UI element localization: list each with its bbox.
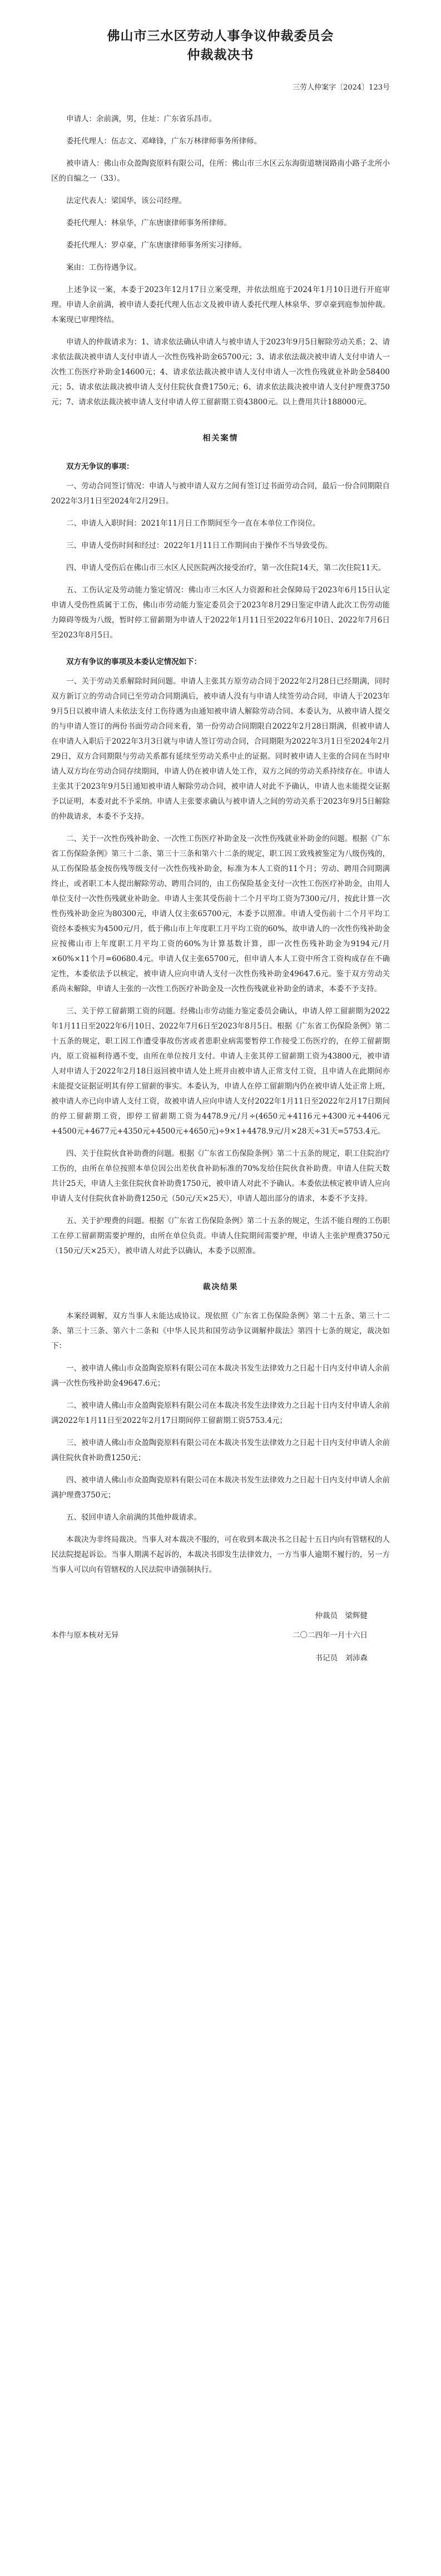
ruling-item: 三、被申请人佛山市众盈陶瓷原料有限公司在本裁决书发生法律效力之日起十日内支付申请人余前满住院伙食补助费1250元；	[51, 1438, 390, 1462]
undisputed-item: 一、劳动合同签订情况：申请人与被申请人双方之间有签订过书面劳动合同，最后一份合同期限自2022年3月1日至2024年2月29日。	[51, 482, 390, 506]
party-line: 委托代理人：伍志文、邓峰锋，广东万林律师事务所律师。	[66, 137, 261, 146]
undisputed-list	[51, 479, 390, 643]
case-number: 三劳人仲案字〔2024〕123号	[293, 83, 390, 92]
disputed-item: 一、关于劳动关系解除时间问题。申请人主张其方原劳动合同于2022年2月28日已经期满，同时双方新订立的劳动合同已至劳动合同期满后，被申请人没有与申请人续签劳动合同，申请人于2023年9月5日以被申请人未依法支付工伤待遇为由通知被申请人解除劳动合同。本委认为，从被申请人提交的与申请人签订的两份书面劳动合同来看，第一份劳动合同期限自2022年2月28日期满，但被申请人在申请人入职后于2022年3月3日就与申请人签订劳动合同，合同期限为2022年3月1日至2024年2月29日，双方合同期限与劳动关系都有延续至劳动关系中止的证据。同时被申请人主张的合同在当时申请人双方均在劳动合同存续期间，申请人仍在被申请人处工作，双方之间的劳动关系持续存在。申请人主张其于2023年9月5日通知被申请人解除劳动合同，被申请人对此不予确认，申请人也未能提交证据予以证明，本委对此不予采纳。申请人主张要求确认与被申请人之间的劳动关系于2023年9月5日解除的仲裁请求，本委不予支持。	[51, 677, 390, 821]
disputed-item: 五、关于护理费的问题。根据《广东省工伤保险条例》第二十五条的规定，生活不能自理的工伤职工在停工留薪期需要护理的，由所在单位负责。申请人住院期间需要护理，申请人主张护理费3750元（150元/天×25天），被申请人对此予以确认，本委予以照准。	[51, 1217, 390, 1255]
claims-paragraph: 申请人的仲裁请求为：1、请求依法确认申请人与被申请人于2023年9月5日解除劳动关系；2、请求依法裁决被申请人支付申请人一次性伤残补助金65700元；3、请求依法裁决被申请人支付申请人一次性工伤医疗补助金14600元；4、请求依法裁决被申请人支付申请人一次性伤残就业补助金58400元；5、请求依法裁决被申请人支付住院伙食费1750元；6、请求依法裁决被申请人支付护理费3750元；7、请求依法裁决被申请人支付申请人停工留薪期工资43800元。以上费用共计188000元。	[51, 338, 390, 407]
ruling-item: 一、被申请人佛山市众盈陶瓷原料有限公司在本裁决书发生法律效力之日起十日内支付申请人余前满一次性伤残补助金49647.6元；	[51, 1364, 390, 1388]
party-line: 委托代理人：罗卓豪，广东唐康律师事务所实习律师。	[66, 241, 246, 250]
commission-name: 佛山市三水区劳动人事争议仲裁委员会	[107, 29, 334, 43]
ruling-item: 二、被申请人佛山市众盈陶瓷原料有限公司在本裁决书发生法律效力之日起十日内支付申请人余前满2022年1月11日至2022年2月17日期间停工留薪期工资5753.4元；	[51, 1401, 390, 1425]
undisputed-item: 四、申请人受伤后在佛山市三水区人民医院两次接受治疗，第一次住院14天，第二次住院11天。	[66, 563, 386, 572]
copy-verification-note: 本件与原本核对无异	[51, 1631, 119, 1640]
arbitrator-signature: 仲裁员 梁辉健	[315, 1611, 368, 1620]
intro-block	[51, 283, 390, 410]
ruling-list	[51, 1361, 390, 1525]
award-date: 二〇二四年一月十六日	[293, 1631, 368, 1640]
party-line: 申请人：余前满，男，住址：广东省乐昌市。	[66, 115, 216, 123]
closing-paragraph: 本裁决为非终局裁决。当事人对本裁决不服的，可在收到本裁决书之日起十五日内向有管辖权的人民法院提起诉讼。当事人期满不起诉的，本裁决书即发生法律效力，一方当事人逾期不履行的，另一方当事人可以向有管辖权的人民法院申请强制执行。	[51, 1535, 390, 1574]
disputed-item: 三、关于停工留薪期工资的问题。经佛山市劳动能力鉴定委员会确认，申请人停工留薪期为2022年1月11日至2022年6月10日、2022年7月6日至2023年8月5日。根据《广东省工伤保险条例》第二十五条的规定，职工因工作遭受事故伤害或者患职业病需要暂停工作接受工伤医疗的，在停工留薪期内，原工资福利待遇不变，由所在单位按月支付。申请人主张其停工留薪期工资为43800元，被申请人对申请人于2022年2月18日返回被申请人处上班并由被申请人正常支付工资，且申请人在此期间亦未能提交证据证明其有停工留薪的事实。本委认为，申请人在停工留薪期内仍在被申请人处正常上班，被申请人亦已向申请人支付工资，故被申请人应向申请人支付2022年1月11日至2022年2月17日期间的停工留薪期工资，即停工留薪期工资为4478.9元/月÷(4650元+4116元+4300元+4406元+4500元+4677元+4350元+4500元+4650元)÷9×1+4478.9元/月×28天÷31天=5753.4元。	[51, 1007, 390, 1136]
party-line: 被申请人：佛山市众盈陶瓷原料有限公司，住所：佛山市三水区云东海街道塘岗路南小路子北所小区的自编之一（33）。	[51, 159, 390, 183]
signature-block	[51, 1609, 390, 1666]
footer-row	[51, 1628, 390, 1643]
case-cause: 案由：工伤待遇争议。	[66, 263, 141, 272]
ruling-intro: 本案经调解，双方当事人未能达成协议。现依照《广东省工伤保险条例》第二十五条、第三十二条、第三十三条、第六十二条和《中华人民共和国劳动争议调解仲裁法》第四十七条的规定，裁决如下：	[51, 1312, 390, 1351]
disputed-item: 二、关于一次性伤残补助金、一次性工伤医疗补助金及一次性伤残就业补助金的问题。根据《广东省工伤保险条例》第三十二条、第三十三条和第六十二条的规定，职工因工致残被鉴定为八级伤残的，从工伤保险基金按伤残等级支付一次性伤残补助金，标准为本人工资的11个月；劳动、聘用合同期满终止，或者职工本人提出解除劳动、聘用合同的，由工伤保险基金支付一次性工伤医疗补助金，由用人单位支付一次性伤残就业补助金。申请人主张其受伤前十二个月平均工资为7300元/月，按此计算一次性伤残补助金应为80300元，申请人仅主张65700元，本委予以照准。申请人受伤前十二个月平均工资经本委核实为4500元/月，低于佛山市上年度职工月平均工资的60%，故申请人的一次性伤残补助金应按佛山市上年度职工月平均工资的60%为计算基数计算，即一次性伤残补助金为9194元/月×60%×11个月=60680.4元。申请人仅主张65700元，但申请人本人工资中所含工资构成存在不确定性，本委依法予以核定，被申请人应向申请人支付一次性伤残补助金49647.6元。鉴于双方劳动关系尚未解除，申请人主张的一次性工伤医疗补助金及一次性伤残就业补助金的请求，本委不予支持。	[51, 834, 390, 993]
intro-paragraph: 上述争议一案，本委于2023年12月17日立案受理，并依法组庭于2024年1月10日进行开庭审理。申请人余前满，被申请人委托代理人伍志文及被申请人委托代理人林泉华、罗卓豪到庭参加仲裁。本案现已审理终结。	[51, 285, 390, 324]
ruling-item: 四、被申请人佛山市众盈陶瓷原料有限公司在本裁决书发生法律效力之日起十日内支付申请人余前满护理费3750元；	[51, 1476, 390, 1500]
disputed-heading: 双方有争议的事项及本委认定情况如下：	[66, 657, 201, 666]
facts-section-title: 相关案情	[202, 434, 239, 443]
ruling-section-title: 裁决结果	[202, 1283, 239, 1292]
undisputed-item: 五、工伤认定及劳动能力鉴定情况：佛山市三水区人力资源和社会保障局于2023年6月15日认定申请人受伤性质属于工伤，佛山市劳动能力鉴定委员会于2023年8月29日鉴定申请人此次工伤劳动能力障碍等级为八级，暂时停工留薪期为申请人于2022年1月11日至2022年6月10日、2022年7月6日至2023年8月5日。	[51, 586, 390, 640]
document-type: 仲裁裁决书	[187, 48, 254, 62]
undisputed-item: 三、申请人受伤时间和经过：2022年1月11日工作期间由于操作不当导致受伤。	[66, 541, 333, 550]
clerk-signature: 书记员 刘沛森	[315, 1654, 368, 1663]
undisputed-heading: 双方无争议的事项：	[66, 462, 134, 471]
party-line: 法定代表人：梁国华，该公司经理。	[66, 196, 186, 205]
disputed-item: 四、关于住院伙食补助费的问题。根据《广东省工伤保险条例》第二十五条的规定，职工住院治疗工伤的，由所在单位按照本单位因公出差伙食补助标准的70%发给住院伙食补助费。申请人住院天数共计25天，申请人主张住院伙食补助费1750元，被申请人对此不予确认。本委依法核定被申请人应向申请人支付住院伙食补助费1250元（50元/天×25天），申请人超出部分的请求，本委不予支持。	[51, 1149, 390, 1203]
party-line: 委托代理人：林泉华，广东唐康律师事务所律师。	[66, 219, 231, 228]
ruling-item: 五、驳回申请人余前满的其他仲裁请求。	[66, 1513, 201, 1522]
document-title	[51, 27, 390, 65]
parties-block	[51, 112, 390, 275]
disputed-list	[51, 674, 390, 1259]
undisputed-item: 二、申请人入职时间：2021年11月日工作期间至今一直在本单位工作岗位。	[66, 519, 320, 528]
